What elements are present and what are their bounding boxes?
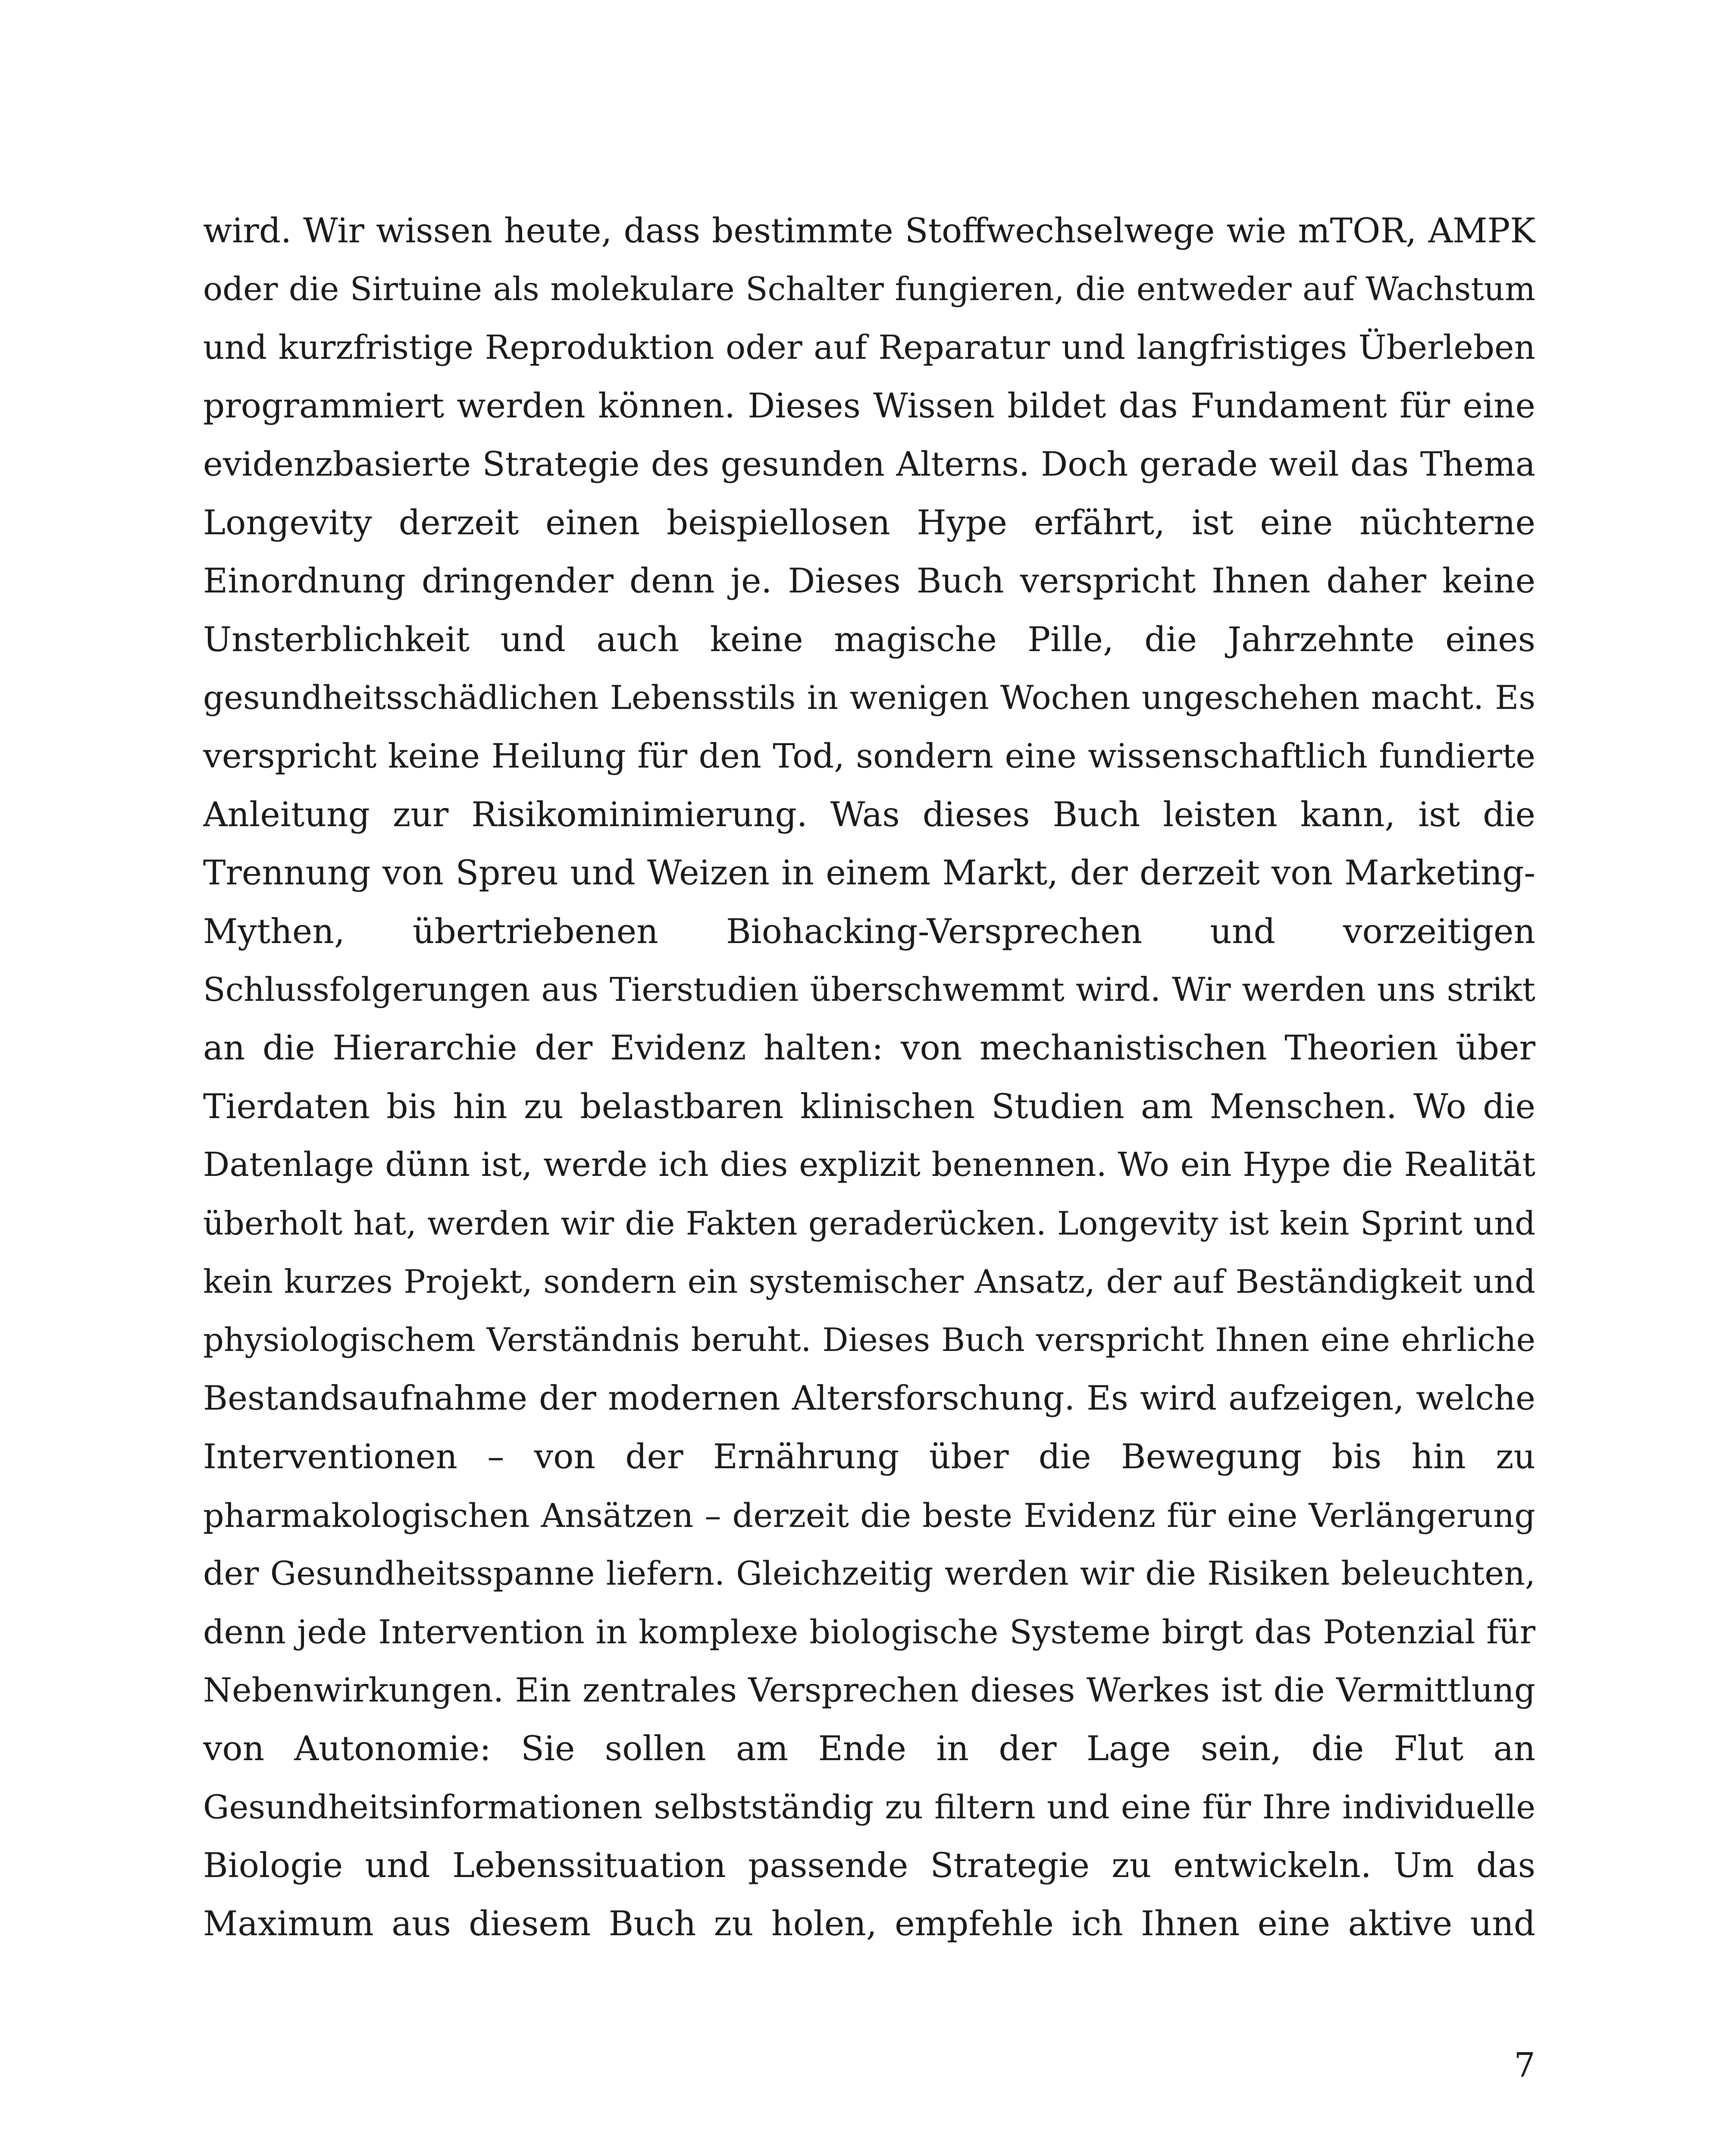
text-line: Einordnung dringender denn je. Dieses Buch verspricht Ihnen daher keine [203,561,1535,601]
body-text [203,202,1535,1953]
text-line: Gesundheitsinformationen selbstständig zu filtern und eine für Ihre individuelle [203,1788,1535,1826]
text-line: Tierdaten bis hin zu belastbaren klinischen Studien am Menschen. Wo die [203,1086,1535,1126]
text-line: überholt hat, werden wir die Fakten geraderücken. Longevity ist kein Sprint und [203,1204,1535,1242]
text-line: an die Hierarchie der Evidenz halten: von mechanistischen Theorien über [203,1028,1535,1068]
text-line: physiologischem Verständnis beruht. Dieses Buch verspricht Ihnen eine ehrliche [203,1321,1535,1359]
text-line: verspricht keine Heilung für den Tod, sondern eine wissenschaftlich fundierte [203,736,1535,776]
text-line: oder die Sirtuine als molekulare Schalter fungieren, die entweder auf Wachstum [203,270,1535,308]
text-line: und kurzfristige Reproduktion oder auf Reparatur und langfristiges Überleben [203,328,1535,367]
text-line: Maximum aus diesem Buch zu holen, empfehle ich Ihnen eine aktive und [203,1904,1535,1944]
text-line: Mythen, übertriebenen Biohacking-Versprechen und vorzeitigen [203,911,1535,951]
text-line: Schlussfolgerungen aus Tierstudien überschwemmt wird. Wir werden uns strikt [203,971,1535,1009]
page-number: 7 [1514,2046,1535,2085]
text-line: der Gesundheitsspanne liefern. Gleichzeitig werden wir die Risiken beleuchten, [203,1554,1535,1592]
text-line: pharmakologischen Ansätzen – derzeit die beste Evidenz für eine Verlängerung [203,1496,1535,1535]
text-line: von Autonomie: Sie sollen am Ende in der Lage sein, die Flut an [203,1729,1535,1769]
text-line: kein kurzes Projekt, sondern ein systemischer Ansatz, der auf Beständigkeit und [203,1263,1535,1301]
text-line: Unsterblichkeit und auch keine magische Pille, die Jahrzehnte eines [203,619,1535,659]
text-line: Interventionen – von der Ernährung über die Bewegung bis hin zu [203,1437,1535,1477]
text-line: Bestandsaufnahme der modernen Altersforschung. Es wird aufzeigen, welche [203,1379,1535,1418]
text-line: Anleitung zur Risikominimierung. Was dieses Buch leisten kann, ist die [203,794,1535,834]
text-line: Biologie und Lebenssituation passende Strategie zu entwickeln. Um das [203,1845,1535,1885]
text-line: gesundheitsschädlichen Lebensstils in wenigen Wochen ungeschehen macht. Es [203,679,1535,717]
text-line: programmiert werden können. Dieses Wissen bildet das Fundament für eine [203,386,1535,426]
text-line: Nebenwirkungen. Ein zentrales Versprechen dieses Werkes ist die Vermittlung [203,1671,1535,1710]
text-line: wird. Wir wissen heute, dass bestimmte Stoffwechselwege wie mTOR, AMPK [203,211,1535,251]
text-line: Trennung von Spreu und Weizen in einem Markt, der derzeit von Marketing- [203,853,1535,893]
text-line: Longevity derzeit einen beispiellosen Hype erfährt, ist eine nüchterne [203,502,1535,542]
text-line: Datenlage dünn ist, werde ich dies explizit benennen. Wo ein Hype die Realität [203,1146,1535,1185]
text-line: evidenzbasierte Strategie des gesunden Alterns. Doch gerade weil das Thema [203,445,1535,484]
text-line: denn jede Intervention in komplexe biologische Systeme birgt das Potenzial für [203,1613,1535,1651]
